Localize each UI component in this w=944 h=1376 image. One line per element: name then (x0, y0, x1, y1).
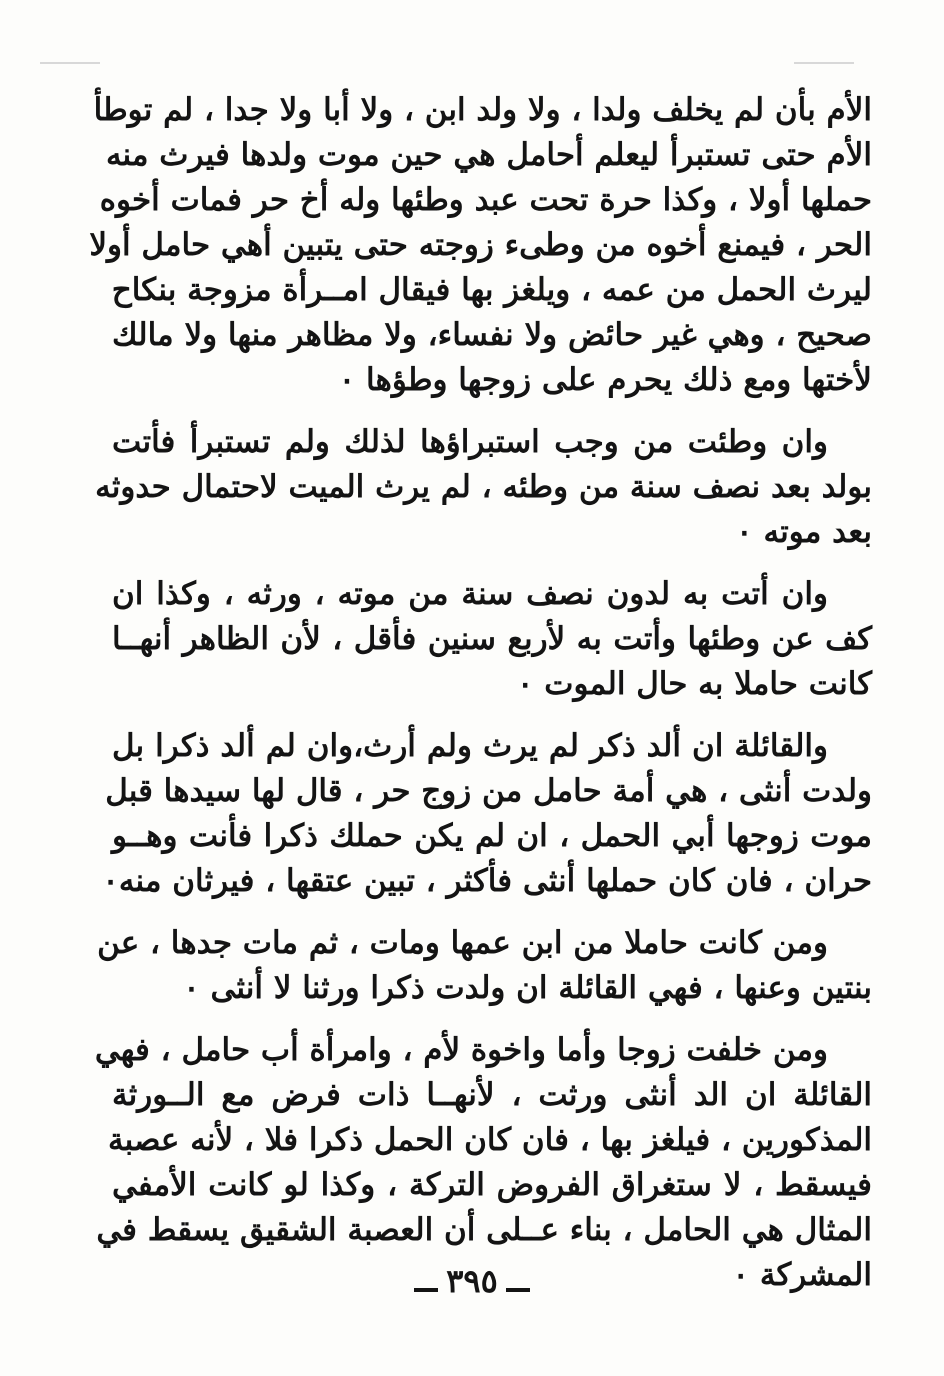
text-line: المشركة ٠ (732, 1257, 872, 1293)
text-line: المذكورين ، فيلغز بها ، فان كان الحمل ذكرا فلا ، لأنه عصبة (108, 1122, 872, 1158)
text-line: بولد بعد نصف سنة من وطئه ، لم يرث الميت لاحتمال حدوثه (95, 469, 872, 505)
text-line: القائلة ان الد أنثى ورثت ، لأنهــا ذات فرض مع الــورثة (112, 1077, 872, 1113)
text-line: ومن كانت حاملا من ابن عمها ومات ، ثم مات جدها ، عن (97, 925, 828, 961)
page-number-dash (506, 1288, 530, 1292)
text-line: ليرث الحمل من عمه ، ويلغز بها فيقال امــرأة مزوجة بنكاح (111, 272, 872, 308)
text-line: وان وطئت من وجب استبراؤها لذلك ولم تستبرأ فأتت (112, 424, 828, 460)
text-line: الحر ، فيمنع أخوه من وطىء زوجته حتى يتبين أهي حامل أولا (89, 227, 872, 263)
paragraph-4 (102, 724, 872, 904)
paragraph-6 (94, 1028, 872, 1298)
text-line: فيسقط ، لا ستغراق الفروض التركة ، وكذا لو كانت الأمفي (112, 1167, 872, 1203)
scan-mark-left (40, 62, 100, 64)
text-line: وان أتت به لدون نصف سنة من موته ، ورثه ، وكذا ان (112, 576, 828, 612)
text-line: ومن خلفت زوجا وأما واخوة لأم ، وامرأة أب حامل ، فهي (94, 1032, 828, 1068)
paragraph-1 (89, 88, 872, 403)
text-line: ولدت أنثى ، هي أمة حامل من زوج حر ، قال لها سيدها قبل (105, 773, 872, 809)
text-line: حملها أولا ، وكذا حرة تحت عبد وطئها وله أخ حر فمات أخوه (99, 182, 872, 218)
text-line: والقائلة ان ألد ذكر لم يرث ولم أرث،وان لم ألد ذكرا بل (112, 728, 828, 764)
page-number-dash (414, 1288, 438, 1292)
page-number-value: ٣٩٥ (446, 1262, 498, 1300)
paragraph-2 (95, 420, 872, 555)
text-line: المثال هي الحامل ، بناء عــلى أن العصبة الشقيق يسقط في (96, 1212, 872, 1248)
text-line: بنتين وعنها ، فهي القائلة ان ولدت ذكرا ورثنا لا أنثى ٠ (183, 970, 872, 1006)
paragraph-3 (112, 572, 872, 707)
text-line: الأم بأن لم يخلف ولدا ، ولا ولد ابن ، ولا أبا ولا جدا ، لم توطأ (93, 92, 872, 128)
text-line: الأم حتى تستبرأ ليعلم أحامل هي حين موت ولدها فيرث منه (105, 137, 872, 173)
text-line: كانت حاملا به حال الموت ٠ (516, 666, 872, 702)
paragraph-5 (97, 921, 872, 1011)
page-number (0, 1262, 944, 1300)
text-line: حران ، فان كان حملها أنثى فأكثر ، تبين عتقها ، فيرثان منه٠ (102, 863, 872, 899)
text-line: لأختها ومع ذلك يحرم على زوجها وطؤها ٠ (338, 362, 872, 398)
text-line: بعد موته ٠ (736, 514, 872, 550)
text-line: كف عن وطئها وأتت به لأربع سنين فأقل ، لأن الظاهر أنهــا (112, 621, 872, 657)
body-text (89, 88, 872, 1315)
text-line: صحيح ، وهي غير حائض ولا نفساء، ولا مظاهر منها ولا مالك (112, 317, 872, 353)
scan-mark-right (794, 62, 854, 64)
text-line: موت زوجها أبي الحمل ، ان لم يكن حملك ذكرا فأنت وهــو (112, 818, 872, 854)
